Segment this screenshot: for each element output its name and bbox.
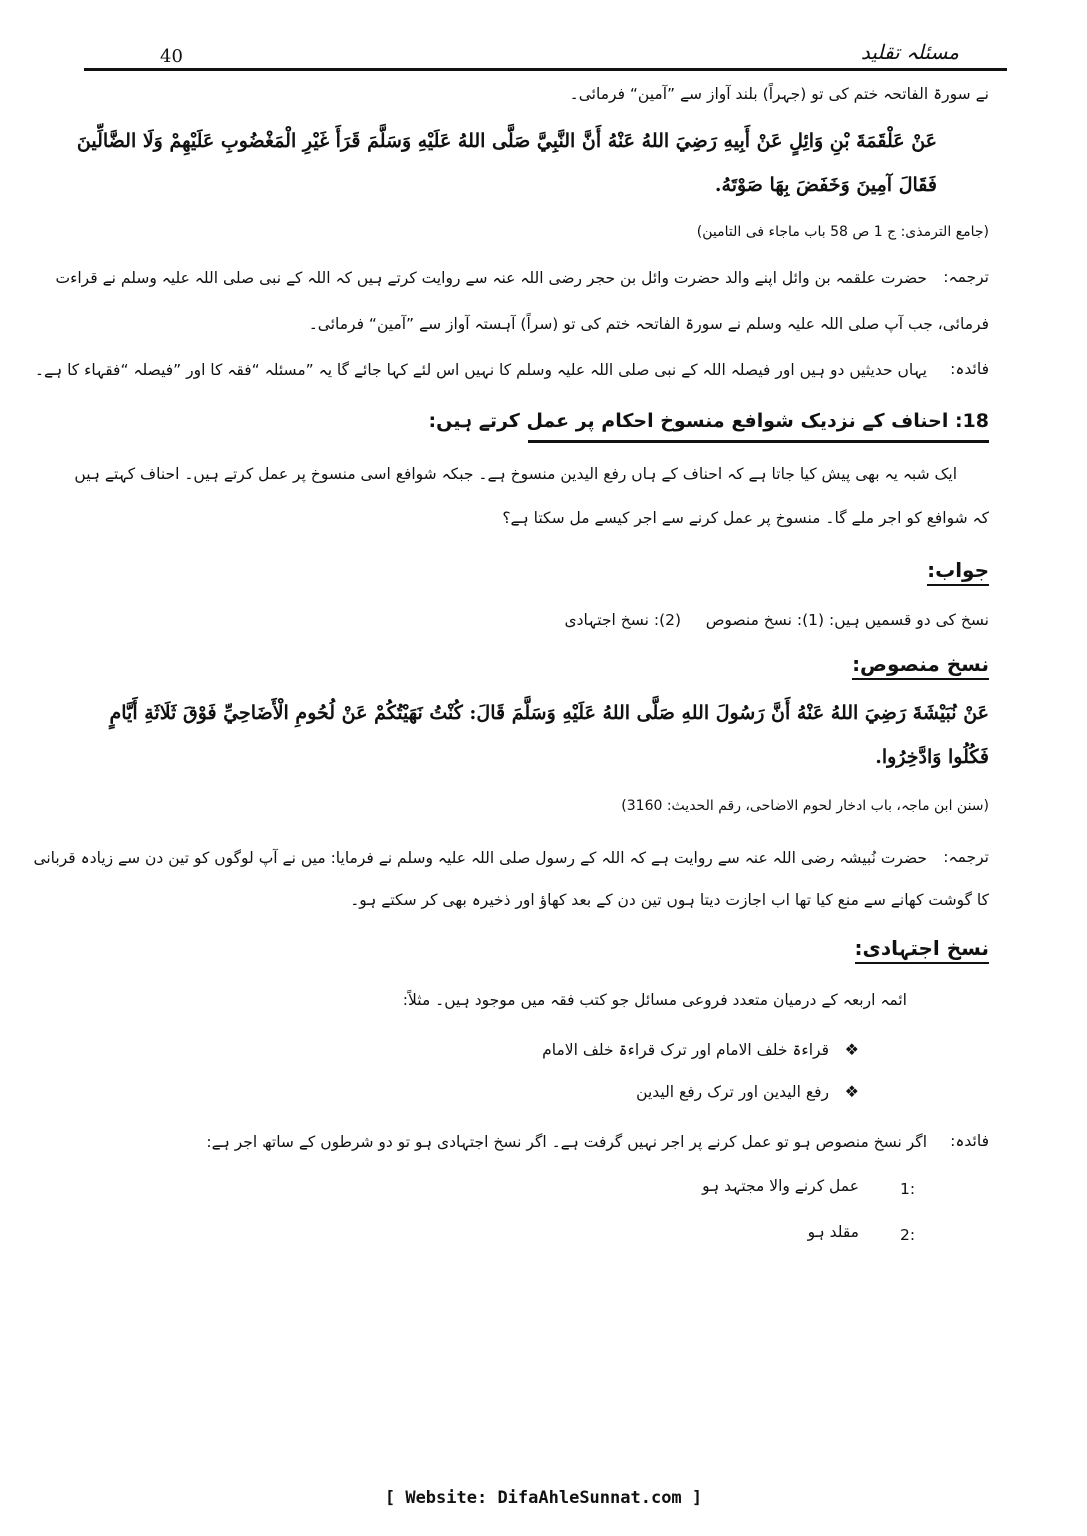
intro-line: نے سورۃ الفاتحہ ختم کی تو (جہراً) بلند آواز سے ”آمین“ فرمائی۔ — [569, 85, 989, 103]
arabic-hadith-2-line2: فَكُلُوا وَادَّخِرُوا. — [875, 746, 989, 768]
condition-text-2: مقلد ہو — [807, 1223, 859, 1241]
objection-line1: ایک شبہ یہ بھی پیش کیا جاتا ہے کہ احناف کے ہاں رفع الیدین منسوخ ہے۔ جبکہ شوافع اسی منسوخ پر عمل کرتے ہیں۔ احناف کہتے ہیں — [74, 465, 957, 483]
reference-1: (جامع الترمذی: ج 1 ص 58 باب ماجاء فی التامین) — [696, 224, 989, 240]
translation-1-line1: حضرت علقمہ بن وائل اپنے والد حضرت وائل بن حجر رضی اللہ عنہ سے روایت کرتے ہیں کہ اللہ کے نبی صلی اللہ علیہ وسلم نے قراءت — [55, 269, 927, 287]
translation-2-line1: حضرت نُبیشہ رضی اللہ عنہ سے روایت ہے کہ اللہ کے رسول صلی اللہ علیہ وسلم نے فرمایا: میں نے آپ لوگوں کو تین دن سے زیادہ قربانی — [33, 849, 927, 867]
answer-heading: جواب: — [927, 558, 989, 586]
reference-2: (سنن ابن ماجہ، باب ادخار لحوم الاضاحی، رقم الحدیث: 3160) — [621, 798, 989, 814]
condition-text-1: عمل کرنے والا مجتہد ہو — [702, 1177, 859, 1195]
book-title: مسئلہ تقلید — [860, 40, 959, 64]
benefit-label-1: فائدہ: — [950, 360, 989, 378]
translation-label-2: ترجمہ: — [943, 848, 989, 866]
translation-2-line2: کا گوشت کھانے سے منع کیا تھا اب اجازت دیتا ہوں تین دن کے بعد کھاؤ اور ذخیرہ بھی کر سکتے ہو۔ — [350, 891, 989, 909]
bullet-item-2: رفع الیدین اور ترک رفع الیدین — [636, 1083, 829, 1101]
diamond-bullet-icon: ❖ — [844, 1040, 859, 1059]
section-18-heading: 18: احناف کے نزدیک شوافع منسوخ احکام پر عمل کرتے ہیں: — [428, 410, 989, 432]
arabic-hadith-1-line2: فَقَالَ آمِينَ وَخَفَضَ بِهَا صَوْتَهُ. — [714, 174, 937, 196]
naskh-ijtihadi-heading: نسخ اجتہادی: — [855, 936, 990, 964]
naskh-mansoos-heading: نسخ منصوص: — [852, 652, 989, 680]
arabic-hadith-1-line1: عَنْ عَلْقَمَةَ بْنِ وَائِلٍ عَنْ أَبِيهِ رَضِيَ اللهُ عَنْهُ أَنَّ النَّبِيَّ صَلَّى اللهُ عَلَيْهِ وَسَلَّمَ قَرَأَ غَيْرِ الْمَغْضُوبِ عَلَيْهِمْ وَلَا الضَّالِّينَ — [76, 130, 937, 152]
diamond-bullet-icon: ❖ — [844, 1082, 859, 1101]
benefit-text-1: یہاں حدیثیں دو ہیں اور فیصلہ اللہ کے نبی صلی اللہ علیہ وسلم کا نہیں اس لئے کہا جائے گا یہ ”مسئلہ “فقہ کا اور ”فیصلہ “فقہاء کا ہے۔ — [34, 361, 927, 379]
translation-label-1: ترجمہ: — [943, 268, 989, 286]
header-divider — [84, 68, 1007, 71]
benefit-text-2: اگر نسخ منصوص ہو تو عمل کرنے پر اجر نہیں گرفت ہے۔ اگر نسخ اجتہادی ہو تو دو شرطوں کے ساتھ اجر ہے: — [206, 1133, 927, 1151]
objection-line2: کہ شوافع کو اجر ملے گا۔ منسوخ پر عمل کرنے سے اجر کیسے مل سکتا ہے؟ — [502, 509, 989, 527]
ijtihadi-intro: ائمہ اربعہ کے درمیان متعدد فروعی مسائل جو کتب فقہ میں موجود ہیں۔ مثلاً: — [402, 991, 907, 1009]
benefit-label-2: فائدہ: — [950, 1132, 989, 1150]
page-number: 40 — [160, 46, 183, 67]
translation-1-line2: فرمائی، جب آپ صلی اللہ علیہ وسلم نے سورۃ الفاتحہ ختم کی تو (سراً) آہستہ آواز سے ”آمین“ فرمائی۔ — [308, 315, 989, 333]
footer-website: [ Website: DifaAhleSunnat.com ] — [384, 1488, 703, 1508]
arabic-hadith-2-line1: عَنْ نُبَيْشَةَ رَضِيَ اللهُ عَنْهُ أَنَّ رَسُولَ اللهِ صَلَّى اللهُ عَلَيْهِ وَسَلَّمَ قَالَ: كُنْتُ نَهَيْتُكُمْ عَنْ لُحُومِ الْأَضَاحِيِّ فَوْقَ ثَلَاثَةِ أَيَّامٍ — [109, 702, 989, 724]
answer-line: نسخ کی دو قسمیں ہیں: (1): نسخ منصوص (2): نسخ اجتہادی — [564, 611, 989, 629]
bullet-item-1: قراءۃ خلف الامام اور ترک قراءۃ خلف الامام — [542, 1041, 829, 1059]
condition-number-1: 1: — [900, 1180, 916, 1198]
condition-number-2: 2: — [900, 1226, 916, 1244]
